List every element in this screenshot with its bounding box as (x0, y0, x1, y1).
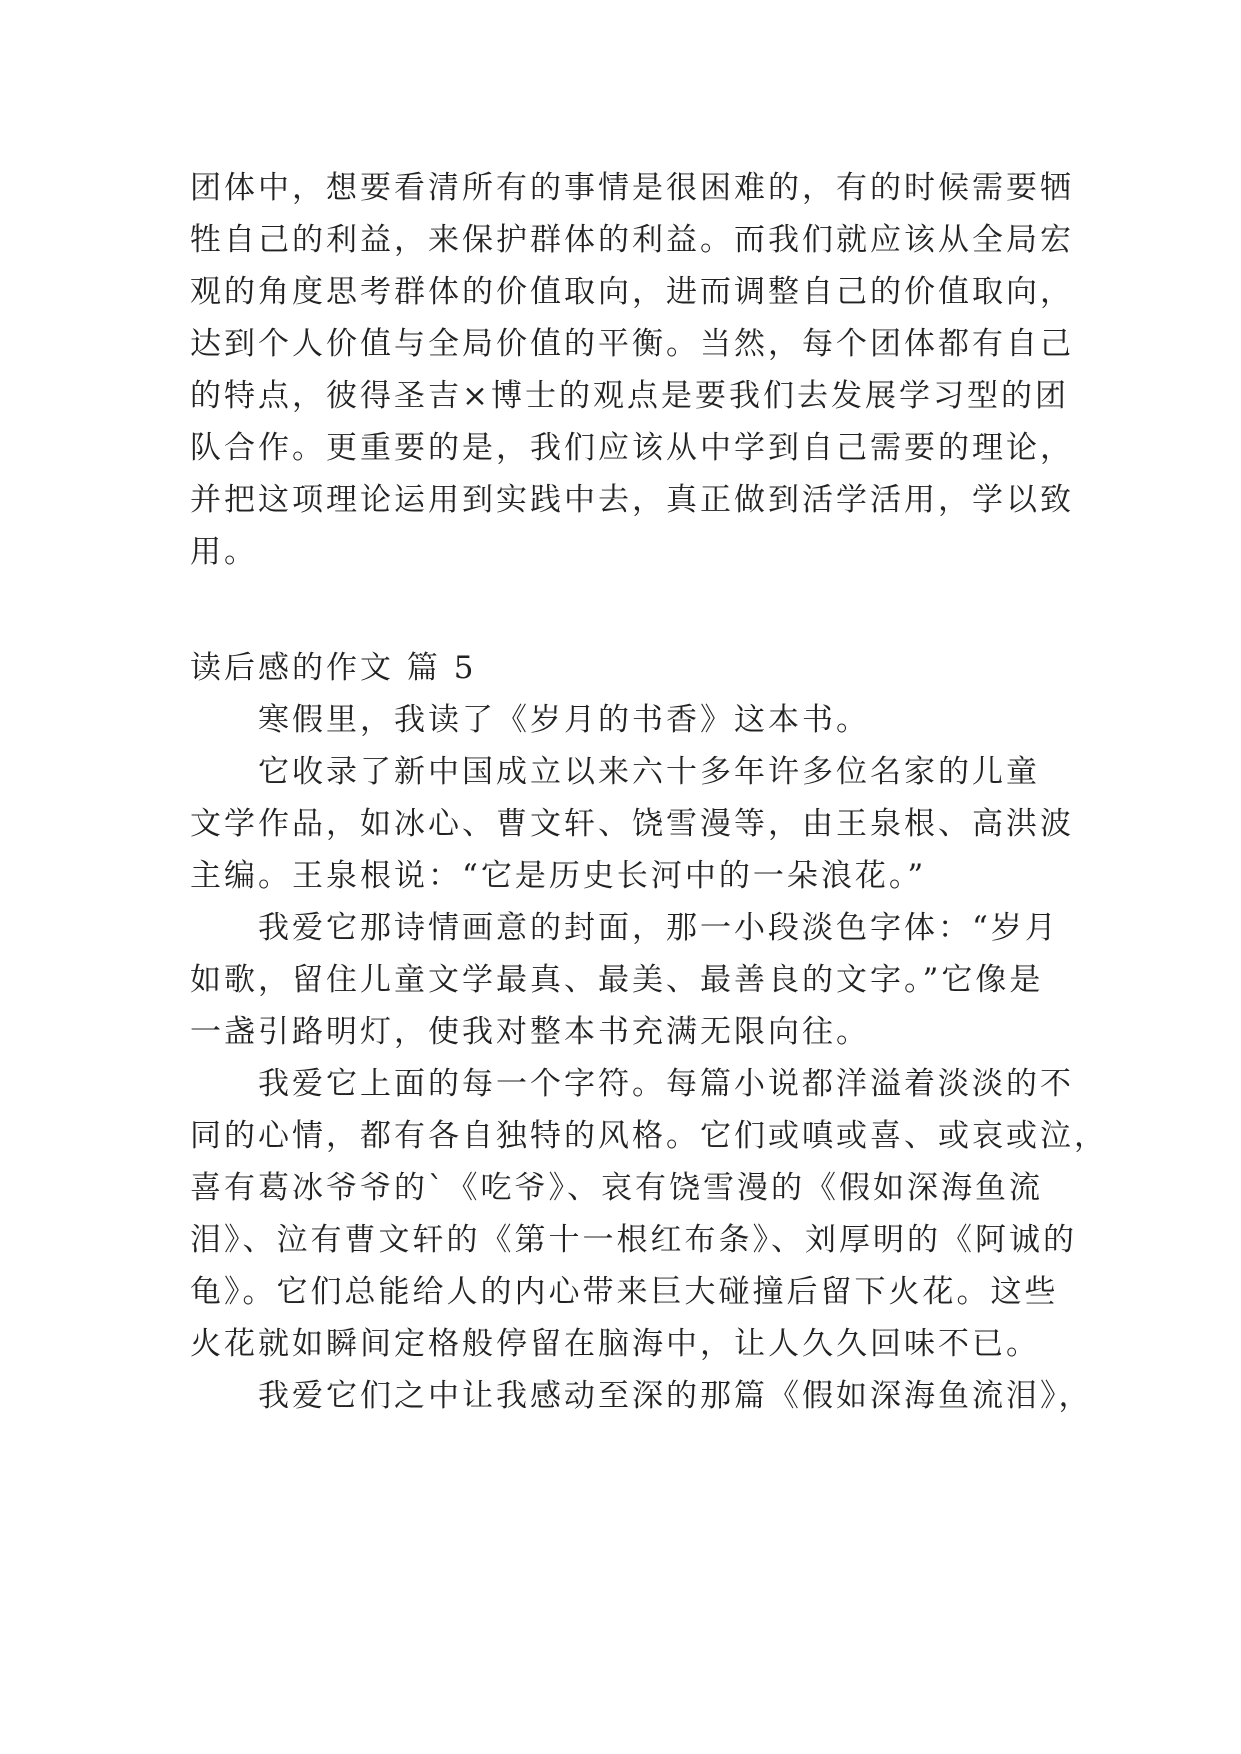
text-line: 团体中，想要看清所有的事情是很困难的，有的时候需要牺 (190, 170, 1074, 206)
text-line: 用。 (190, 534, 258, 570)
document-body (190, 162, 1108, 1422)
text-line: 的特点，彼得圣吉×博士的观点是要我们去发展学习型的团 (190, 378, 1069, 414)
text-line: 并把这项理论运用到实践中去，真正做到活学活用，学以致 (190, 482, 1074, 518)
paragraph-start-line: 我爱它上面的每一个字符。每篇小说都洋溢着淡淡的不 (258, 1066, 1074, 1102)
text-line: 泪》、泣有曹文轩的《第十一根红布条》、刘厚明的《阿诚的 (190, 1222, 1077, 1258)
text-line: 牲自己的利益，来保护群体的利益。而我们就应该从全局宏 (190, 222, 1074, 258)
text-line: 如歌，留住儿童文学最真、最美、最善良的文字。”它像是 (190, 962, 1044, 998)
text-line: 达到个人价值与全局价值的平衡。当然，每个团体都有自己 (190, 326, 1074, 362)
text-line: 队合作。更重要的是，我们应该从中学到自己需要的理论， (190, 430, 1074, 466)
text-line: 观的角度思考群体的价值取向，进而调整自己的价值取向， (190, 274, 1074, 310)
text-line: 一盏引路明灯，使我对整本书充满无限向往。 (190, 1014, 870, 1050)
section-title: 读后感的作文 篇 5 (190, 650, 477, 686)
paragraph-start-line: 寒假里，我读了《岁月的书香》这本书。 (258, 702, 870, 738)
text-line: 龟》。它们总能给人的内心带来巨大碰撞后留下火花。这些 (190, 1274, 1059, 1310)
text-line: 主编。王泉根说：“它是历史长河中的一朵浪花。” (190, 858, 927, 894)
text-line: 文学作品，如冰心、曹文轩、饶雪漫等，由王泉根、高洪波 (190, 806, 1074, 842)
text-line: 喜有葛冰爷爷的`《吃爷》、哀有饶雪漫的《假如深海鱼流 (190, 1170, 1043, 1206)
paragraph-start-line: 我爱它那诗情画意的封面，那一小段淡色字体：“岁月 (258, 910, 1059, 946)
section-spacer (190, 578, 1070, 642)
paragraph-start-line: 我爱它们之中让我感动至深的那篇《假如深海鱼流泪》， (258, 1378, 1093, 1414)
text-line: 火花就如瞬间定格般停留在脑海中，让人久久回味不已。 (190, 1326, 1040, 1362)
text-line: 同的心情，都有各自独特的风格。它们或嗔或喜、或哀或泣， (190, 1118, 1108, 1154)
paragraph-start-line: 它收录了新中国成立以来六十多年许多位名家的儿童 (258, 754, 1040, 790)
